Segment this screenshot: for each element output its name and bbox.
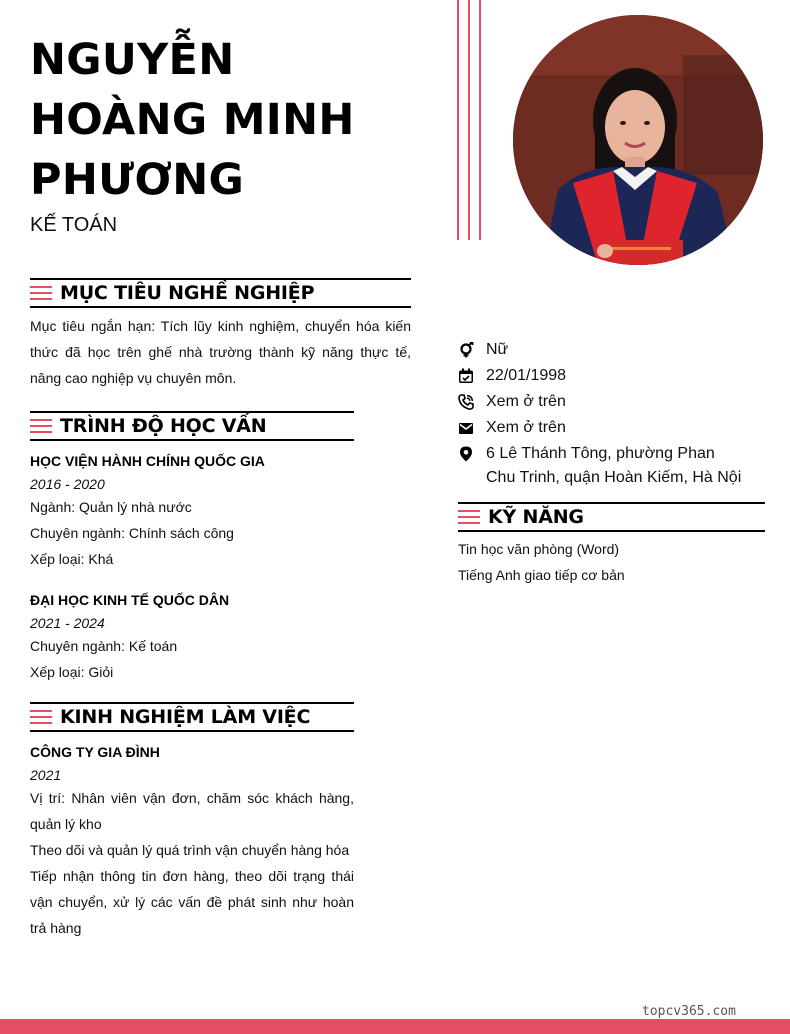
study-period: 2016 - 2020 [30, 476, 105, 492]
contact-birthday [458, 364, 763, 388]
contact-phone [458, 390, 763, 414]
location-icon [458, 446, 474, 462]
name-line-3: PHƯƠNG [30, 155, 245, 205]
education-entry [30, 591, 354, 685]
school-name: HỌC VIỆN HÀNH CHÍNH QUỐC GIA [30, 453, 265, 469]
birthday-value: 22/01/1998 [486, 367, 567, 384]
watermark: topcv365.com [642, 1004, 736, 1019]
study-period: 2021 - 2024 [30, 615, 105, 631]
decorative-line-2 [468, 0, 470, 240]
name-line-1: NGUYỄN [30, 35, 235, 85]
address-value: 6 Lê Thánh Tông, phường Phan Chu Trinh, quận Hoàn Kiếm, Hà Nội [486, 445, 742, 486]
gender-value: Nữ [486, 341, 509, 358]
skill-item: Tiếng Anh giao tiếp cơ bản [458, 567, 625, 583]
education-entry [30, 452, 354, 572]
section-header-objective [30, 278, 411, 308]
section-title: KINH NGHIỆM LÀM VIỆC [60, 706, 311, 728]
gender-icon [458, 342, 474, 358]
contact-address [458, 442, 748, 490]
experience-detail: Vị trí: Nhân viên vận đơn, chăm sóc khách hàng, quản lý kho [30, 790, 354, 832]
skills-list [458, 536, 765, 588]
section-menu-icon [30, 418, 52, 434]
education-detail: Xếp loại: Giỏi [30, 664, 114, 680]
experience-detail: Tiếp nhận thông tin đơn hàng, theo dõi trạng thái vận chuyển, xử lý các vấn đề phát sinh như hoàn trả hàng [30, 868, 354, 936]
education-detail: Chuyên ngành: Kế toán [30, 638, 178, 654]
decorative-line-3 [479, 0, 481, 240]
mail-icon [458, 420, 474, 436]
education-detail: Chuyên ngành: Chính sách công [30, 525, 234, 541]
name-line-2: HOÀNG MINH [30, 95, 355, 145]
section-header-education [30, 411, 354, 441]
education-detail: Ngành: Quản lý nhà nước [30, 499, 192, 515]
decorative-line-1 [457, 0, 459, 240]
experience-detail: Theo dõi và quản lý quá trình vận chuyển hàng hóa [30, 842, 350, 858]
work-period: 2021 [30, 767, 62, 783]
email-value: Xem ở trên [486, 419, 566, 436]
section-menu-icon [30, 285, 52, 301]
section-menu-icon [30, 709, 52, 725]
section-header-experience [30, 702, 354, 732]
company-name: CÔNG TY GIA ĐÌNH [30, 744, 160, 760]
section-title: KỸ NĂNG [488, 506, 584, 528]
job-title: KẾ TOÁN [30, 214, 118, 236]
profile-photo [513, 15, 763, 265]
section-header-skills [458, 502, 765, 532]
school-name: ĐẠI HỌC KINH TẾ QUỐC DÂN [30, 592, 230, 608]
candidate-name [30, 30, 410, 210]
graduate-portrait-illustration [513, 15, 763, 265]
calendar-icon [458, 368, 474, 384]
education-detail: Xếp loại: Khá [30, 551, 114, 567]
phone-value: Xem ở trên [486, 393, 566, 410]
section-title: MỤC TIÊU NGHỀ NGHIỆP [60, 282, 315, 304]
skill-item: Tin học văn phòng (Word) [458, 541, 620, 557]
contact-gender [458, 338, 763, 362]
section-title: TRÌNH ĐỘ HỌC VẤN [60, 415, 267, 437]
section-menu-icon [458, 509, 480, 525]
objective-text: Mục tiêu ngắn hạn: Tích lũy kinh nghiệm, chuyển hóa kiến thức đã học trên ghế nhà trường thành kỹ năng thực tế, nâng cao nghiệp vụ chuyên môn. [30, 318, 411, 386]
experience-entry [30, 743, 354, 941]
bottom-accent-bar [0, 1019, 790, 1034]
contact-email [458, 416, 763, 440]
phone-icon [458, 394, 474, 410]
